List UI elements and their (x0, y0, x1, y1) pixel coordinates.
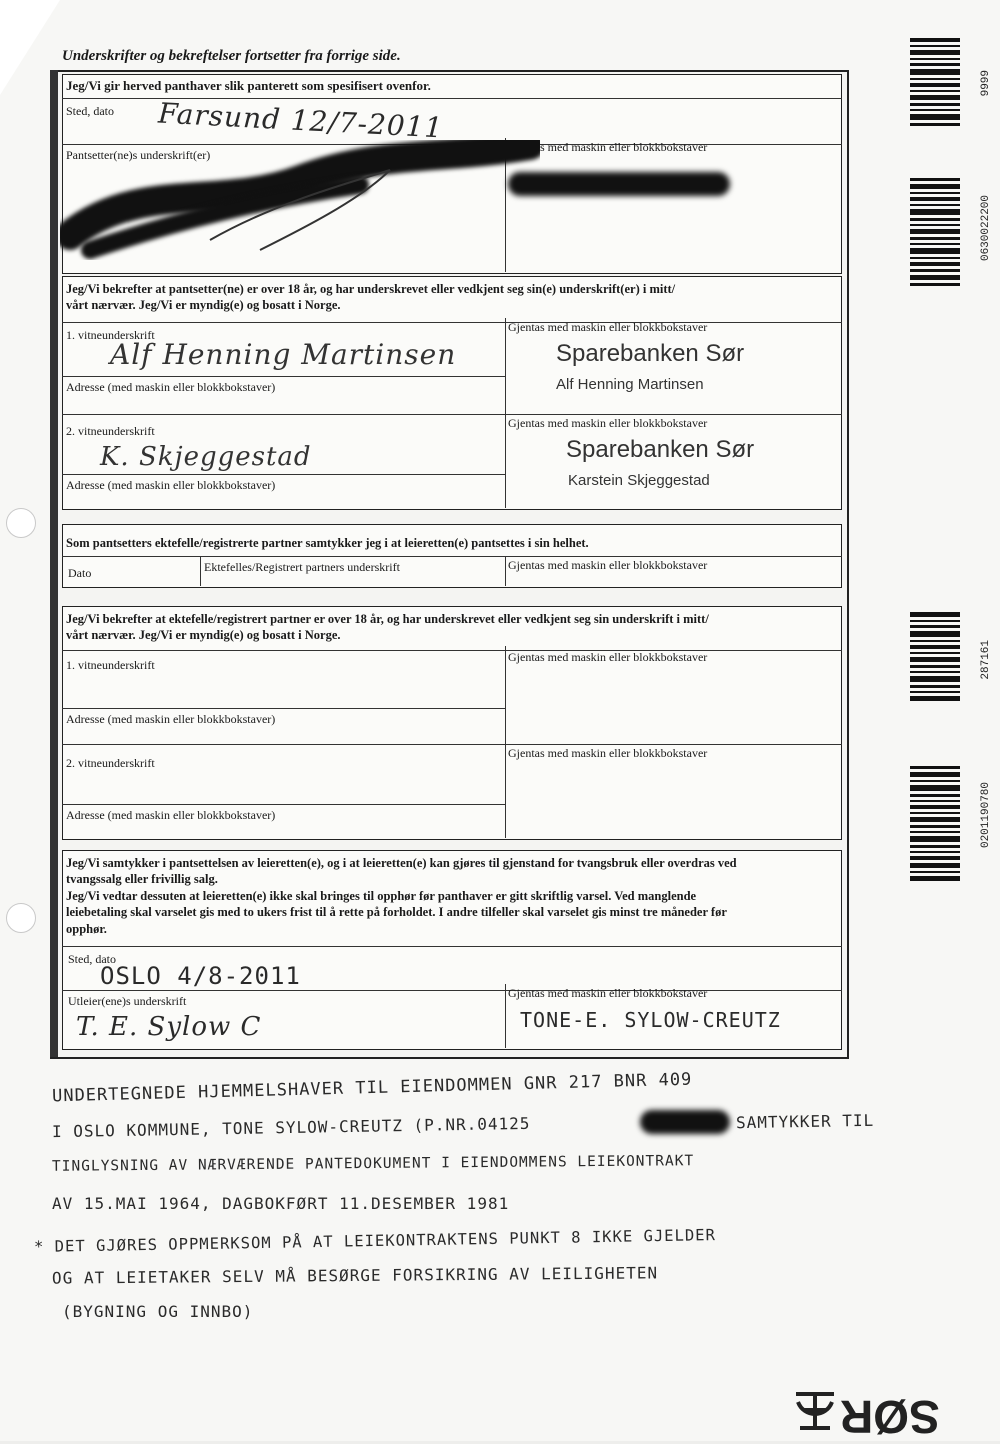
divider (505, 984, 506, 1048)
spouse-witness-title-line2: vårt nærvær. Jeg/Vi er myndig(e) og bosatt i Norge. (66, 628, 341, 642)
punch-hole (6, 508, 36, 538)
spouse-repeat-label: Gjentas med maskin eller blokkbokstaver (508, 558, 708, 572)
handnote-line1: UNDERTEGNEDE HJEMMELSHAVER TIL EIENDOMMEN GNR 217 BNR 409 (51, 1069, 693, 1107)
witness2-stamp-name: Karstein Skjeggestad (568, 472, 710, 489)
spouse-date-label: Dato (68, 566, 92, 580)
place-date-label: Sted, dato (66, 104, 114, 118)
landlord-consent-line4: leiebetaling skal varselet gis med to ukers frist til å rette på forholdet. I andre tilfeller skal varselet gis minst tre måneder før (66, 905, 727, 919)
punch-hole (6, 903, 36, 933)
divider (505, 318, 506, 508)
witness2-label: 2. vitneunderskrift (66, 424, 155, 438)
barcode-2 (910, 178, 972, 288)
landlord-signature-label: Utleier(ene)s underskrift (68, 994, 187, 1008)
spouse-witness-title-line1: Jeg/Vi bekrefter at ektefelle/registrert partner er over 18 år, og har underskrevet eller vedkjent seg sin underskrift i mitt/ (66, 612, 709, 626)
witness2-repeat-label: Gjentas med maskin eller blokkbokstaver (508, 416, 708, 430)
divider (505, 556, 506, 586)
barcode-1-number: 9999 (980, 70, 992, 97)
witness1-signature: Alf Henning Martinsen (110, 338, 457, 371)
landlord-consent-line5: opphør. (66, 922, 107, 936)
divider (200, 556, 201, 586)
handnote-line2: I OSLO KOMMUNE, TONE SYLOW-CREUTZ (P.NR.04125 (51, 1113, 531, 1142)
landlord-name-block-letters: TONE-E. SYLOW-CREUTZ (520, 1008, 781, 1032)
divider (62, 376, 506, 377)
divider (62, 708, 506, 709)
barcode-2-number: 0630022200 (980, 195, 992, 262)
pledgor-signature-label: Pantsetter(ne)s underskrift(er) (66, 148, 211, 162)
landlord-consent-line3: Jeg/Vi vedtar dessuten at leieretten(e) ikke skal bringes til opphør før panthaver er gitt skriftlig varsel. Ved manglende (66, 889, 697, 903)
barcode-4 (910, 766, 972, 882)
witness1-stamp-bank: Sparebanken Sør (556, 340, 745, 367)
barcode-1 (910, 38, 972, 128)
landlord-repeat-label: Gjentas med maskin eller blokkbokstaver (508, 986, 708, 1000)
spouse-witness1-label: 1. vitneunderskrift (66, 658, 155, 672)
spouse-signature-label: Ektefelles/Registrert partners underskrift (204, 560, 400, 574)
barcode-bars (910, 178, 960, 288)
spouse-witness1-repeat: Gjentas med maskin eller blokkbokstaver (508, 650, 708, 664)
spouse-consent-title: Som pantsetters ektefelle/registrerte partner samtykker jeg i at leieretten(e) pantsettes i sin helhet. (66, 536, 589, 550)
landlord-place-date-handwritten: OSLO 4/8-2011 (100, 962, 301, 990)
spouse-witness2-address: Adresse (med maskin eller blokkbokstaver) (66, 808, 276, 822)
handnote-line7: (BYGNING OG INNBO) (62, 1302, 254, 1321)
witness-title-line1: Jeg/Vi bekrefter at pantsetter(ne) er over 18 år, og har underskrevet eller vedkjent seg sin(e) underskrift(er) i mitt/ (66, 282, 676, 296)
divider (62, 414, 842, 415)
divider (62, 990, 842, 991)
witness2-signature: K. Skjeggestad (100, 442, 312, 472)
divider (62, 474, 506, 475)
barcode-bars (910, 612, 960, 702)
handnote-line5: * DET GJØRES OPPMERKSOM PÅ AT LEIEKONTRAKTENS PUNKT 8 IKKE GJELDER (33, 1226, 717, 1256)
divider (505, 646, 506, 838)
handnote-line3: TINGLYSNING AV NÆRVÆRENDE PANTEDOKUMENT I EIENDOMMENS LEIEKONTRAKT (51, 1153, 695, 1175)
place-date-handwritten: Farsund 12/7-2011 (157, 96, 445, 145)
spouse-witness1-address: Adresse (med maskin eller blokkbokstaver) (66, 712, 276, 726)
barcode-3 (910, 612, 972, 702)
spouse-witness2-label: 2. vitneunderskrift (66, 756, 155, 770)
divider (62, 322, 842, 323)
divider (62, 744, 842, 745)
witness1-stamp-name: Alf Henning Martinsen (556, 376, 704, 393)
landlord-place-date-label: Sted, dato (68, 952, 116, 966)
form-left-bar (50, 70, 58, 1057)
repeat-block-letters-label: Gjentas med maskin eller blokkbokstaver (508, 140, 708, 154)
landlord-consent-line2: tvangssalg eller frivillig salg. (66, 872, 218, 886)
divider (62, 650, 842, 651)
barcode-bars (910, 766, 960, 882)
pledge-title: Jeg/Vi gir herved panthaver slik panterett som spesifisert ovenfor. (66, 78, 431, 93)
divider (62, 556, 842, 557)
bank-logo-text: SØR (840, 1391, 940, 1443)
redacted-signature (60, 140, 540, 260)
divider (62, 804, 506, 805)
continuation-header: Underskrifter og bekreftelser fortsetter fra forrige side. (62, 48, 401, 64)
witness1-address-label: Adresse (med maskin eller blokkbokstaver) (66, 380, 276, 394)
redacted-name (508, 172, 730, 196)
barcode-4-number: 0201190780 (980, 782, 992, 849)
witness2-address-label: Adresse (med maskin eller blokkbokstaver) (66, 478, 276, 492)
witness1-repeat-label: Gjentas med maskin eller blokkbokstaver (508, 320, 708, 334)
divider (62, 946, 842, 947)
handnote-line4: AV 15.MAI 1964, DAGBOKFØRT 11.DESEMBER 1981 (52, 1194, 510, 1213)
landlord-consent-line1: Jeg/Vi samtykker i pantsettelsen av leieretten(e), og i at leieretten(e) kan gjøres til gjenstand for tvangsbruk eller overdras ved (66, 856, 737, 870)
barcode-bars (910, 38, 960, 128)
handnote-line6: OG AT LEIETAKER SELV MÅ BESØRGE FORSIKRING AV LEILIGHETEN (51, 1263, 659, 1288)
witness-title-line2: vårt nærvær. Jeg/Vi er myndig(e) og bosatt i Norge. (66, 298, 341, 312)
handnote-line2b: SAMTYKKER TIL (735, 1110, 875, 1133)
barcode-3-number: 287161 (980, 640, 992, 680)
witness2-stamp-bank: Sparebanken Sør (566, 436, 755, 463)
witness1-label: 1. vitneunderskrift (66, 328, 155, 342)
spouse-witness2-repeat: Gjentas med maskin eller blokkbokstaver (508, 746, 708, 760)
landlord-signature: T. E. Sylow C (76, 1012, 262, 1042)
redacted-id-number (640, 1110, 730, 1134)
bank-logo-mark (790, 1388, 840, 1432)
